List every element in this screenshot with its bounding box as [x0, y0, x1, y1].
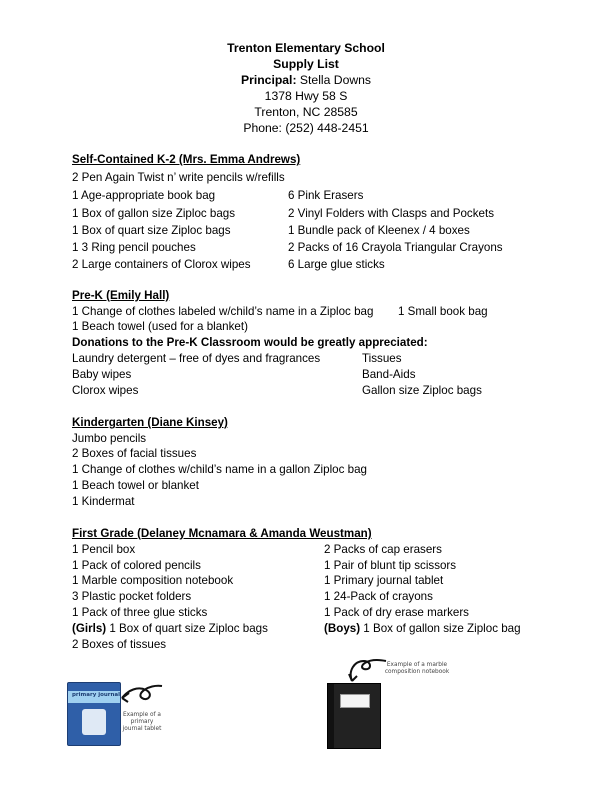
first-right-item: 1 Pack of dry erase markers: [324, 606, 469, 619]
prek-donation-left: Clorox wipes: [72, 384, 139, 397]
kinder-item: 1 Change of clothes w/child’s name in a gallon Ziploc bag: [72, 463, 367, 476]
journal-arrow-icon: [118, 680, 168, 710]
prek-donation-right: Gallon size Ziploc bags: [362, 384, 482, 397]
first-left-item: 1 Marble composition notebook: [72, 574, 234, 587]
first-right-item: 1 Primary journal tablet: [324, 574, 444, 587]
first-left-item: 1 Pack of three glue sticks: [72, 606, 208, 619]
prek-section-title: Pre-K (Emily Hall): [72, 289, 170, 302]
header: [0, 40, 612, 136]
notebook-spine: [328, 684, 334, 748]
school-name: Trenton Elementary School: [227, 41, 385, 55]
boys-item-text: 1 Box of gallon size Ziploc bag: [360, 622, 521, 635]
address-line-1: 1378 Hwy 58 S: [264, 89, 348, 103]
principal-line: [0, 72, 612, 88]
phone: Phone: (252) 448-2451: [243, 121, 369, 135]
first-girls-item: [72, 621, 268, 636]
k2-right-item: 2 Packs of 16 Crayola Triangular Crayons: [288, 241, 503, 254]
principal-label: Principal:: [240, 73, 297, 87]
k2-section-title: Self-Contained K-2 (Mrs. Emma Andrews): [72, 153, 301, 166]
k2-left-item: 1 Box of quart size Ziploc bags: [72, 224, 231, 237]
prek-donation-left: Laundry detergent – free of dyes and fragrances: [72, 352, 321, 365]
document-title: Supply List: [273, 57, 339, 71]
primary-journal-image: [67, 682, 121, 746]
prek-item-towel: 1 Beach towel (used for a blanket): [72, 320, 248, 333]
k2-right-item: 6 Large glue sticks: [288, 258, 385, 271]
boys-label: (Boys): [324, 622, 361, 635]
first-right-item: 1 Pair of blunt tip scissors: [324, 559, 457, 572]
prek-donation-right: Tissues: [362, 352, 402, 365]
kinder-section-title: Kindergarten (Diane Kinsey): [72, 416, 228, 429]
notebook-caption: Example of a marble composition notebook: [384, 662, 450, 675]
first-left-item: 2 Boxes of tissues: [72, 638, 167, 651]
kinder-item: 2 Boxes of facial tissues: [72, 447, 197, 460]
first-left-item: 1 Pencil box: [72, 543, 136, 556]
k2-right-item: 1 Bundle pack of Kleenex / 4 boxes: [288, 224, 470, 237]
k2-right-item: 6 Pink Erasers: [288, 189, 364, 202]
first-left-item: 3 Plastic pocket folders: [72, 590, 192, 603]
first-boys-item: [324, 621, 521, 636]
notebook-label: [340, 694, 370, 708]
girls-item-text: 1 Box of quart size Ziploc bags: [106, 622, 268, 635]
first-section-title: First Grade (Delaney Mcnamara & Amanda Weustman): [72, 527, 372, 540]
prek-donation-left: Baby wipes: [72, 368, 132, 381]
kinder-item: Jumbo pencils: [72, 432, 147, 445]
principal-name: Stella Downs: [296, 73, 372, 87]
kinder-item: 1 Beach towel or blanket: [72, 479, 199, 492]
k2-right-item: 2 Vinyl Folders with Clasps and Pockets: [288, 207, 494, 220]
k2-left-item: 1 Box of gallon size Ziploc bags: [72, 207, 236, 220]
k2-left-item: 1 Age-appropriate book bag: [72, 189, 216, 202]
journal-cover-text: primary journal: [72, 692, 120, 698]
journal-cover-picture: [82, 709, 106, 735]
prek-donations-title: Donations to the Pre-K Classroom would be greatly appreciated:: [72, 336, 428, 349]
prek-donation-right: Band-Aids: [362, 368, 416, 381]
k2-left-item: 2 Large containers of Clorox wipes: [72, 258, 251, 271]
first-right-item: 2 Packs of cap erasers: [324, 543, 442, 556]
first-left-item: 1 Pack of colored pencils: [72, 559, 201, 572]
marble-notebook-image: [327, 683, 381, 749]
kinder-item: 1 Kindermat: [72, 495, 135, 508]
prek-item-clothes: 1 Change of clothes labeled w/child’s name in a Ziploc bag: [72, 305, 374, 318]
journal-caption: Example of a primary journal tablet: [122, 712, 162, 732]
address-line-2: Trenton, NC 28585: [254, 105, 358, 119]
first-right-item: 1 24-Pack of crayons: [324, 590, 433, 603]
k2-left-item: 1 3 Ring pencil pouches: [72, 241, 196, 254]
k2-item-pencils: 2 Pen Again Twist n’ write pencils w/refills: [72, 171, 285, 184]
girls-label: (Girls): [72, 622, 107, 635]
prek-item-bookbag: 1 Small book bag: [398, 305, 488, 318]
